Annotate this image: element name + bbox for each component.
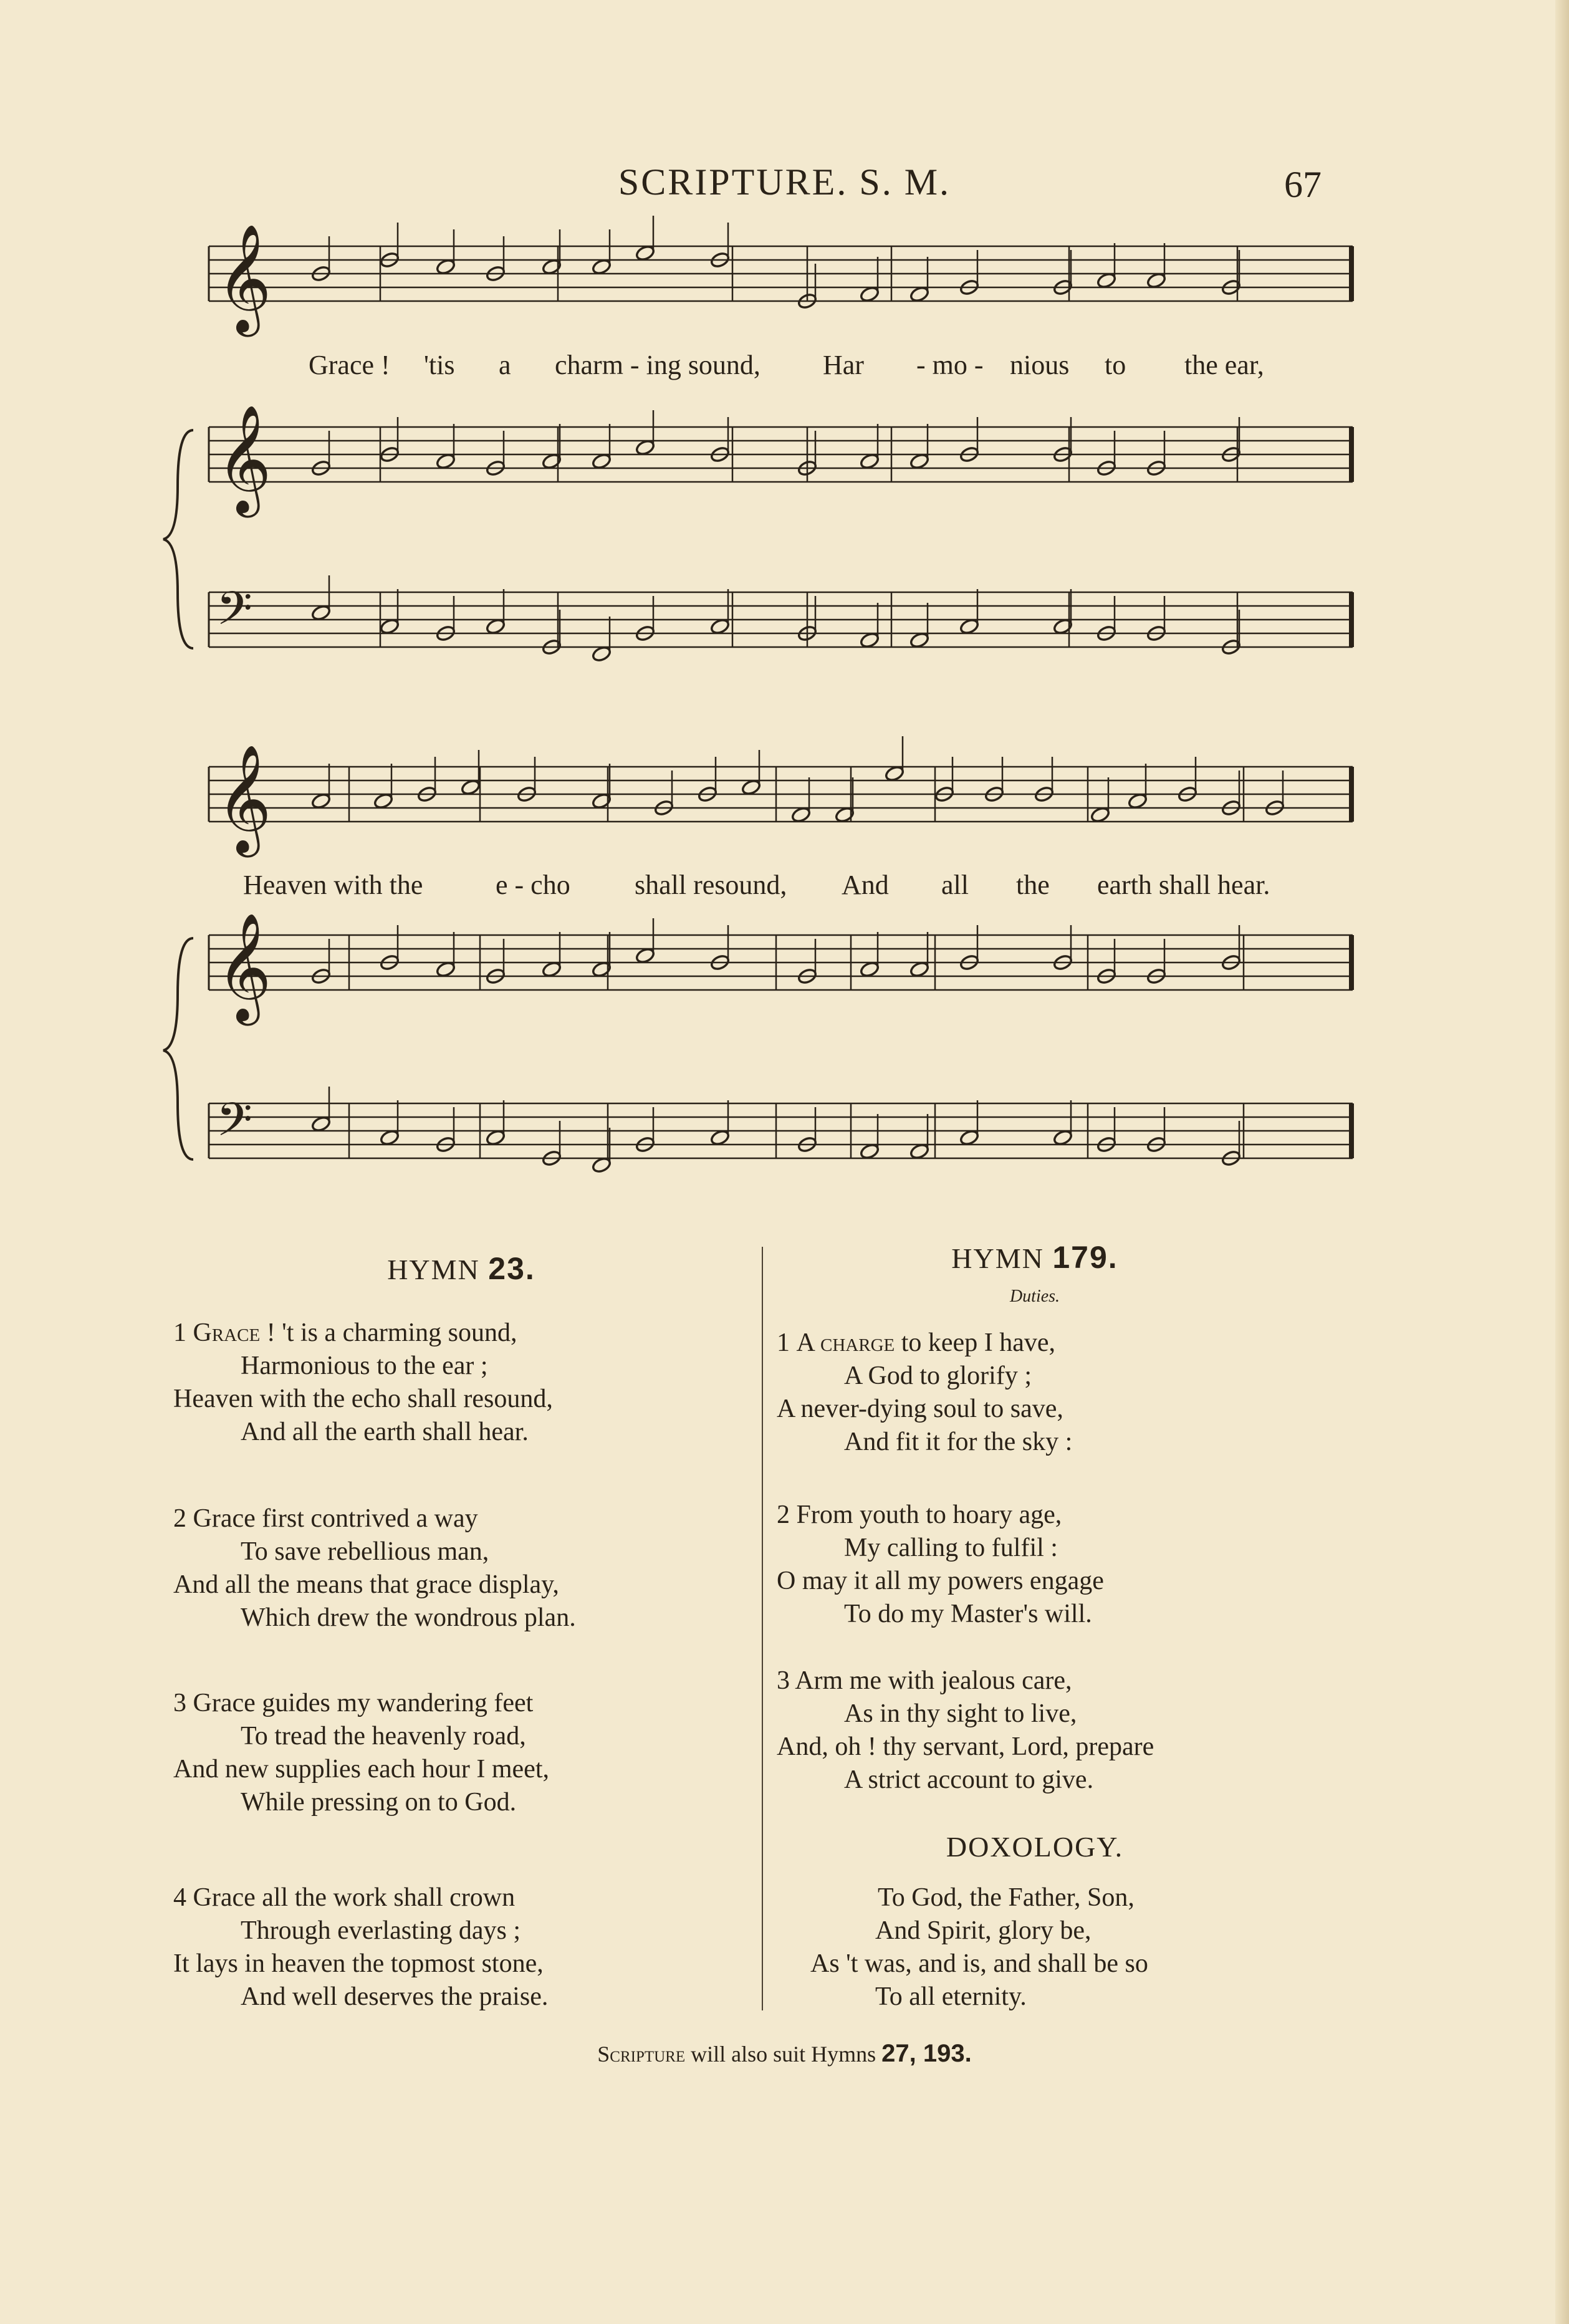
lyric-syllable: earth shall hear.	[1097, 870, 1270, 900]
treble-clef-icon: 𝄞	[216, 224, 272, 332]
lyric-syllable: And	[842, 870, 889, 900]
final-barline	[1349, 427, 1354, 482]
treble-clef-icon: 𝄞	[216, 744, 272, 853]
brace-icon	[163, 938, 193, 1160]
lyric-syllable: the	[1016, 870, 1050, 900]
lyric-syllable: 'tis	[424, 350, 455, 380]
treble-clef-icon: 𝄞	[216, 405, 272, 513]
hymn-179-heading: HYMN 179.	[951, 1240, 1118, 1275]
lyric-syllable: charm - ing sound,	[555, 350, 761, 380]
footer-note: Scripture will also suit Hymns 27, 193.	[597, 2040, 972, 2067]
final-barline	[1349, 767, 1354, 822]
lyric-syllable: to	[1105, 350, 1126, 380]
hymn-179-stanza-3: 3 Arm me with jealous care, As in thy sight to live, And, oh ! thy servant, Lord, prepare A strict account to give.	[777, 1666, 1154, 1794]
hymn-23-heading: HYMN 23.	[387, 1251, 535, 1286]
column-divider	[762, 1247, 763, 2010]
lyric-syllable: a	[499, 350, 511, 380]
final-barline	[1349, 592, 1354, 647]
lyric-syllable: the ear,	[1184, 350, 1264, 380]
final-barline	[1349, 935, 1354, 990]
tune-title: SCRIPTURE. S. M.	[618, 161, 951, 203]
hymn-179-subtitle: Duties.	[1009, 1287, 1060, 1306]
hymn-23-stanza-4: 4 Grace all the work shall crown Through everlasting days ; It lays in heaven the topmost stone, And well deserves the praise.	[173, 1883, 549, 2011]
bass-clef-icon: 𝄢	[216, 582, 252, 647]
doxology-heading: DOXOLOGY.	[946, 1831, 1124, 1863]
hymn-179-stanza-1: 1 A charge to keep I have, A God to glorify ; A never-dying soul to save, And fit it for the sky :	[777, 1328, 1073, 1456]
lyric-syllable: - mo -	[916, 350, 984, 380]
lyric-syllable: Har	[823, 350, 864, 380]
lyric-syllable: all	[941, 870, 969, 900]
final-barline	[1349, 246, 1354, 301]
treble-clef-icon: 𝄞	[216, 913, 272, 1021]
lyric-syllable: nious	[1010, 350, 1070, 380]
final-barline	[1349, 1103, 1354, 1158]
page-number: 67	[1284, 164, 1322, 205]
lyric-syllable: shall resound,	[635, 870, 787, 900]
hymn-179-stanza-2: 2 From youth to hoary age, My calling to fulfil : O may it all my powers engage To do my Master's will.	[777, 1501, 1104, 1628]
lyric-syllable: Grace !	[309, 350, 390, 380]
doxology-text: To God, the Father, Son, And Spirit, glory be, As 't was, and is, and shall be so To all eternity.	[810, 1883, 1148, 2011]
hymn-23-stanza-3: 3 Grace guides my wandering feet To tread the heavenly road, And new supplies each hour I meet, While pressing on to God.	[173, 1689, 549, 1817]
hymn-23-stanza-2: 2 Grace first contrived a way To save rebellious man, And all the means that grace display, Which drew the wondrous plan.	[173, 1504, 576, 1632]
brace-icon	[163, 430, 193, 648]
lyric-syllable: Heaven with the	[243, 870, 423, 900]
lyric-syllable: e - cho	[496, 870, 570, 900]
bass-clef-icon: 𝄢	[216, 1093, 252, 1158]
hymn-23-stanza-1: 1 Grace ! 't is a charming sound, Harmonious to the ear ; Heaven with the echo shall resound, And all the earth shall hear.	[173, 1318, 553, 1446]
